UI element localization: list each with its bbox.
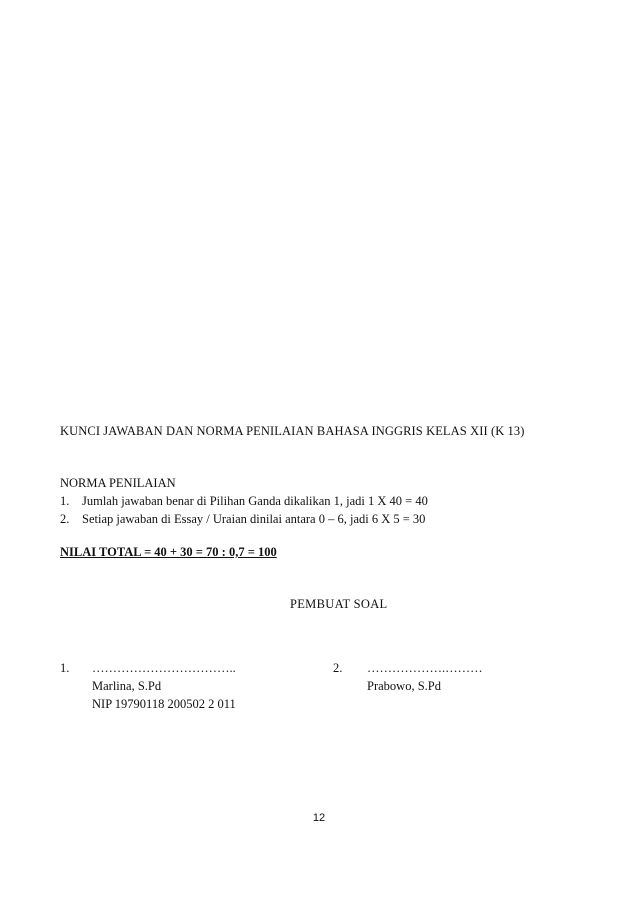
rule-number: 2. <box>60 512 70 526</box>
signatory-name: Marlina, S.Pd <box>92 679 162 693</box>
rule-number: 1. <box>60 494 70 508</box>
rule-text: Jumlah jawaban benar di Pilihan Ganda dikalikan 1, jadi 1 X 40 = 40 <box>82 494 428 508</box>
signatory-number: 1. <box>60 661 70 675</box>
total-score: NILAI TOTAL = 40 + 30 = 70 : 0,7 = 100 <box>60 545 277 559</box>
signatory-number: 2. <box>333 661 343 675</box>
signatory-nip: NIP 19790118 200502 2 011 <box>92 697 236 711</box>
document-title: KUNCI JAWABAN DAN NORMA PENILAIAN BAHASA INGGRIS KELAS XII (K 13) <box>60 424 525 438</box>
rule-text: Setiap jawaban di Essay / Uraian dinilai antara 0 – 6, jadi 6 X 5 = 30 <box>82 512 426 526</box>
signature-line: ……………….……… <box>367 661 483 675</box>
signatory-name: Prabowo, S.Pd <box>367 679 441 693</box>
maker-heading: PEMBUAT SOAL <box>290 597 388 611</box>
norma-rule <box>60 494 428 509</box>
norma-heading: NORMA PENILAIAN <box>60 476 176 490</box>
norma-rule <box>60 512 425 527</box>
signature-line: …………………………….. <box>92 661 236 675</box>
page-number: 12 <box>312 812 326 824</box>
